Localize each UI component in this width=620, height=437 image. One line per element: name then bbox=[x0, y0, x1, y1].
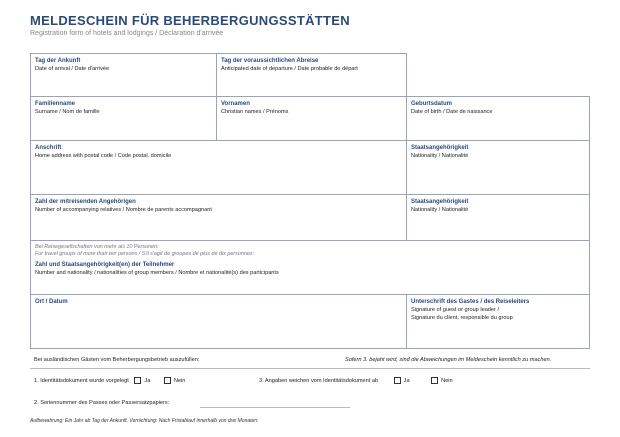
group-note: Bei Reisegesellschaften von mehr als 10 Personen: bbox=[35, 244, 159, 250]
form-subtitle: Registration form of hotels and lodgings / Déclaration d'arrivée bbox=[30, 30, 224, 37]
birth-date-label-translation: Date of birth / Date de naissance bbox=[411, 109, 493, 115]
nationality-field[interactable] bbox=[406, 140, 590, 195]
first-names-field[interactable] bbox=[216, 96, 407, 141]
group-label: Zahl und Staatsangehörigkeit(en) der Teilnehmer bbox=[35, 262, 175, 268]
departure-date-field[interactable] bbox=[216, 53, 407, 97]
retention-footnote: Aufbewahrung: Ein Jahr ab Tag der Ankunft. Vernichtung: Nach Fristablauf innerhalb von drei Monaten. bbox=[30, 418, 259, 424]
departure-label: Tag der voraussichtlichen Abreise bbox=[221, 58, 319, 64]
signature-label-translation-1: Signature of guest or group leader / bbox=[411, 307, 500, 313]
arrival-label-translation: Date of arrival / Date d'arrivée bbox=[35, 66, 110, 72]
accompanying-relatives-field[interactable] bbox=[30, 194, 407, 241]
question-3-no-label: Nein bbox=[441, 377, 453, 384]
signature-label: Unterschrift des Gastes / des Reiseleiters bbox=[411, 299, 530, 305]
signature-field[interactable] bbox=[406, 294, 590, 349]
question-1-no-checkbox[interactable] bbox=[164, 377, 171, 384]
question-3-no-checkbox[interactable] bbox=[431, 377, 438, 384]
surname-field[interactable] bbox=[30, 96, 217, 141]
nationality-label-translation: Nationality / Nationalité bbox=[411, 153, 469, 159]
question-3-yes-checkbox[interactable] bbox=[394, 377, 401, 384]
arrival-date-field[interactable] bbox=[30, 53, 217, 97]
place-date-field[interactable] bbox=[30, 294, 407, 349]
question-2-label: 2. Seriennummer des Passes oder Passersatzpapiers: bbox=[34, 400, 170, 406]
birth-date-field[interactable] bbox=[406, 96, 590, 141]
question-1-label: 1. Identitätsdokument wurde vorgelegt bbox=[34, 377, 129, 384]
foreign-guest-intro: Bei ausländischen Gästen vom Beherbergungsbetrieb auszufüllen: bbox=[34, 357, 200, 363]
birth-date-label: Geburtsdatum bbox=[411, 101, 453, 107]
question-1 bbox=[34, 377, 185, 384]
section-divider bbox=[30, 368, 590, 369]
relatives-label-translation: Number of accompanying relatives / Nombre de parents accompagnant bbox=[35, 207, 212, 213]
relatives-nationality-label-translation: Nationality / Nationalité bbox=[411, 207, 469, 213]
surname-label-translation: Surname / Nom de famille bbox=[35, 109, 100, 115]
relatives-nationality-field[interactable] bbox=[406, 194, 590, 241]
relatives-label: Zahl der mitreisenden Angehörigen bbox=[35, 199, 136, 205]
question-1-no-label: Nein bbox=[173, 377, 186, 384]
signature-label-translation-2: Signature du client, responsible du group bbox=[411, 315, 513, 321]
form-title: MELDESCHEIN FÜR BEHERBERGUNGSSTÄTTEN bbox=[30, 13, 350, 28]
question-3-label: 3. Angaben weichen vom Identitätsdokument ab bbox=[259, 377, 379, 384]
travel-group-field[interactable] bbox=[30, 240, 590, 295]
passport-number-input-line[interactable] bbox=[200, 407, 350, 408]
surname-label: Familienname bbox=[35, 101, 76, 107]
address-label: Anschrift bbox=[35, 145, 62, 151]
nationality-label: Staatsangehörigkeit bbox=[411, 145, 469, 151]
departure-label-translation: Anticipated date of departure / Date probable de départ bbox=[221, 66, 358, 72]
question-1-yes-label: Ja bbox=[144, 377, 151, 384]
first-names-label: Vornamen bbox=[221, 101, 250, 107]
place-date-label: Ort / Datum bbox=[35, 299, 68, 305]
first-names-label-translation: Christian names / Prénoms bbox=[221, 109, 289, 115]
foreign-guest-note: Sofern 3. bejaht wird, sind die Abweichungen im Meldeschein kenntlich zu machen. bbox=[345, 357, 552, 363]
question-1-yes-checkbox[interactable] bbox=[134, 377, 141, 384]
question-3-yes-label: Ja bbox=[403, 377, 410, 384]
group-label-translation: Number and nationality / nationalities of group members / Nombre et nationalité(s) des participants bbox=[35, 270, 279, 276]
relatives-nationality-label: Staatsangehörigkeit bbox=[411, 199, 469, 205]
address-field[interactable] bbox=[30, 140, 407, 195]
question-3 bbox=[259, 377, 453, 384]
address-label-translation: Home address with postal code / Code postal, domicile bbox=[35, 153, 172, 159]
arrival-label: Tag der Ankunft bbox=[35, 58, 81, 64]
group-note-translation: For travel groups of more than ten persons / S'il s'agit de groupes de plus de dix personnes: bbox=[35, 251, 255, 257]
